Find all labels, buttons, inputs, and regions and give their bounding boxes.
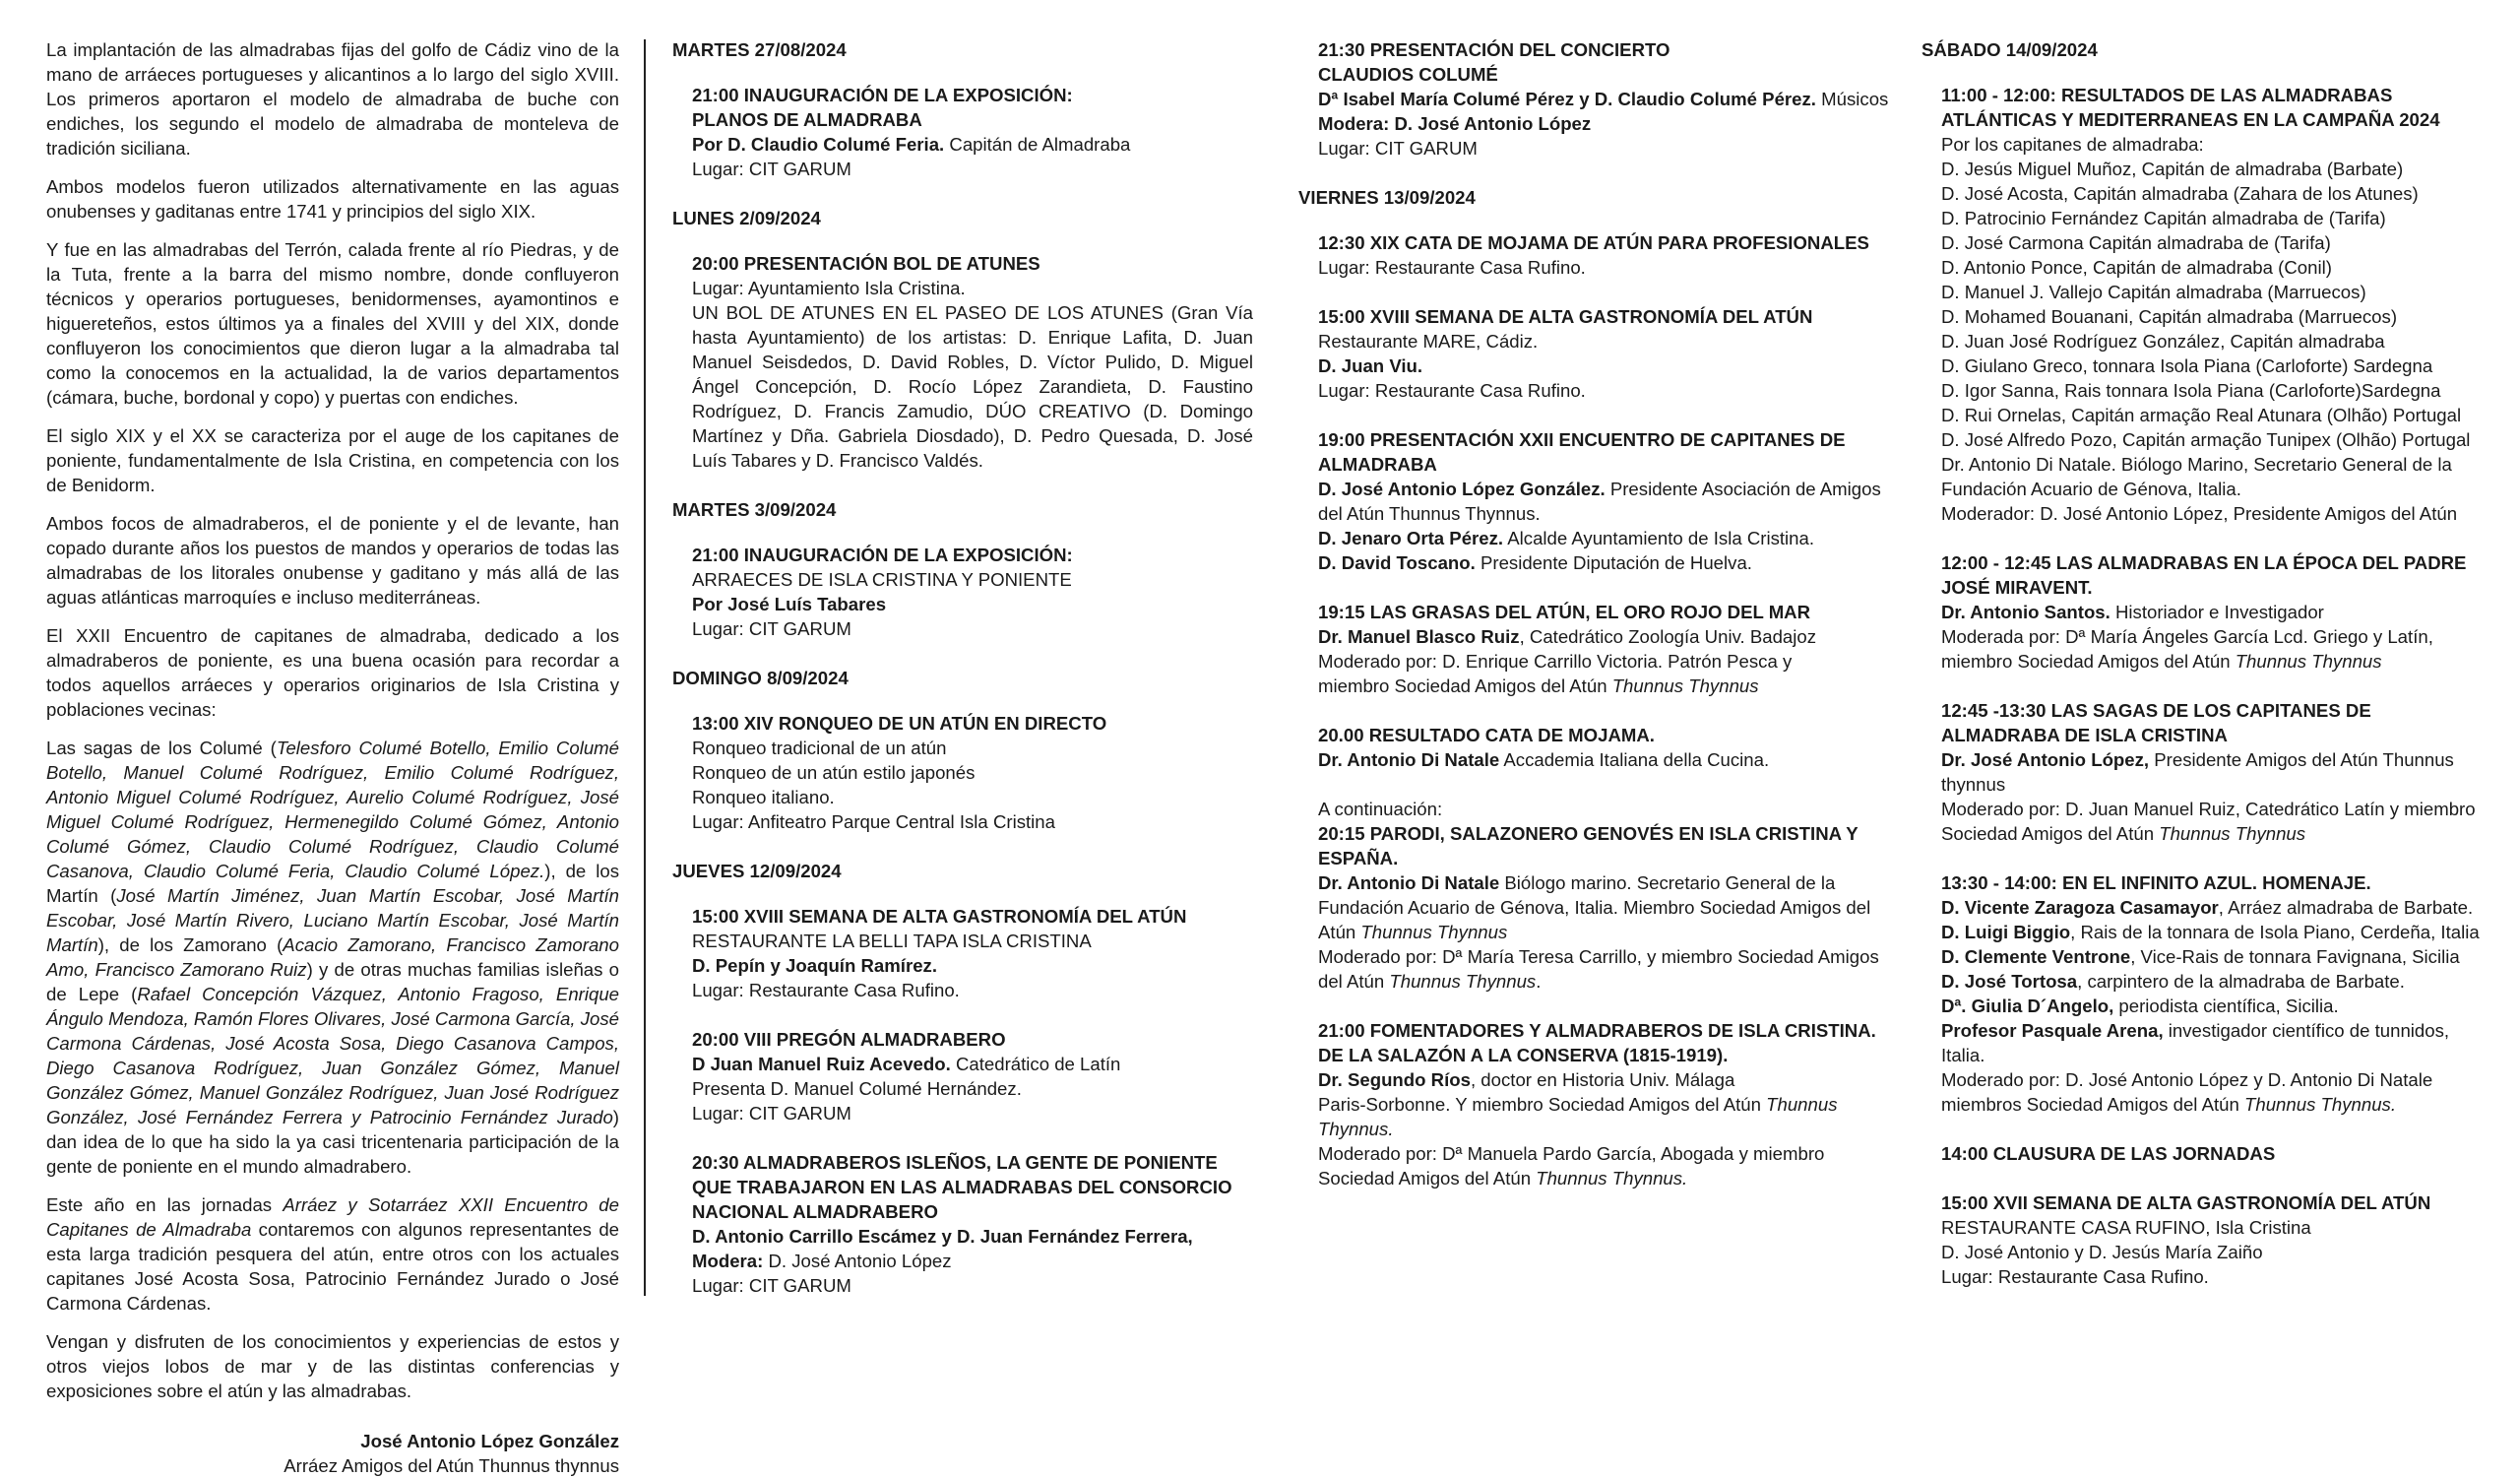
list-item: D. Manuel J. Vallejo Capitán almadraba (Marruecos)	[1941, 282, 2366, 302]
day-heading: JUEVES 12/09/2024	[672, 861, 842, 881]
event-item: 20:00 VIII PREGÓN ALMADRABERO D Juan Manuel Ruiz Acevedo. Catedrático de Latín Presenta D. Manuel Columé Hernández. Lugar: CIT GARUM	[692, 1029, 1121, 1124]
list-item: D. José Carmona Capitán almadraba de (Tarifa)	[1941, 232, 2331, 253]
list-item: D. Patrocinio Fernández Capitán almadraba de (Tarifa)	[1941, 208, 2386, 228]
intro-paragraph: Ambos focos de almadraberos, el de poniente y el de levante, han copado durante años los puestos de mandos y operarios de todas las almadrabas de los litorales onubense y gaditano y más allá de las aguas atlánticas marroquíes e incluso mediterráneas.	[46, 513, 619, 608]
event-item: 11:00 - 12:00: RESULTADOS DE LAS ALMADRABAS ATLÁNTICAS Y MEDITERRANEAS EN LA CAMPAÑA 2024 Por los capitanes de almadraba: D. Jesús Miguel Muñoz, Capitán de almadraba (Barbate) D. José Acosta, Capitán almadraba (Zahara de los Atunes) D. Patrocinio Fernández Capitán almadraba de (Tarifa) D. José Carmona Capitán almadraba de (Tarifa) D. Antonio Ponce, Capitán de almadraba (Conil) D. Manuel J. Vallejo Capitán almadraba (Marruecos) D. Mohamed Bouanani, Capitán almadraba (Marruecos) D. Juan José Rodríguez González, Capitán almadraba D. Giulano Greco, tonnara Isola Piana (Carloforte) Sardegna D. Igor Sanna, Rais tonnara Isola Piana (Carloforte)Sardegna D. Rui Ornelas, Capitán armação Real Atunara (Olhão) Portugal D. José Alfredo Pozo, Capitán armação Tunipex (Olhão) Portugal Dr. Antonio Di Natale. Biólogo Marino, Secretario General de la Fundación Acuario de Génova, Italia. Moderador: D. José Antonio López, Presidente Amigos del Atún	[1941, 83, 2492, 526]
list-item: D. Jesús Miguel Muñoz, Capitán de almadraba (Barbate)	[1941, 159, 2404, 179]
event-item: 13:00 XIV RONQUEO DE UN ATÚN EN DIRECTO Ronqueo tradicional de un atún Ronqueo de un atún estilo japonés Ronqueo italiano. Lugar: Anfiteatro Parque Central Isla Cristina	[692, 713, 1107, 832]
list-item: D. José Acosta, Capitán almadraba (Zahara de los Atunes)	[1941, 183, 2419, 204]
captains-list	[1941, 157, 2492, 526]
schedule-column-4	[1922, 37, 2492, 1314]
intro-paragraph: Ambos modelos fueron utilizados alternativamente en las aguas onubenses y gaditanas entre 1741 y principios del siglo XIX.	[46, 176, 619, 222]
event-item: 14:00 CLAUSURA DE LAS JORNADAS	[1941, 1143, 2276, 1164]
intro-paragraph: Y fue en las almadrabas del Terrón, calada frente al río Piedras, y de la Tuta, frente a la barra del mismo nombre, donde confluyeron técnicos y operarios portugueses, benidormenses, ayamontinos e higuereteños, estos últimos ya a finales del XVIII y del XIX, donde confluyeron los conocimientos que dieron lugar a la almadraba tal como la conocemos en la actualidad, la de varios departamentos (cámara, buche, bordonal y copo) y puertas con endiches.	[46, 239, 619, 408]
list-item: D. Rui Ornelas, Capitán armação Real Atunara (Olhão) Portugal	[1941, 405, 2462, 425]
day-heading: LUNES 2/09/2024	[672, 208, 821, 228]
signature-name: José Antonio López González	[360, 1431, 619, 1451]
intro-column	[46, 37, 619, 1478]
signature	[46, 1429, 619, 1478]
event-item: 15:00 XVIII SEMANA DE ALTA GASTRONOMÍA DEL ATÚN Restaurante MARE, Cádiz. D. Juan Viu. Lugar: Restaurante Casa Rufino.	[1318, 306, 1813, 401]
list-item: Moderador: D. José Antonio López, Presidente Amigos del Atún	[1941, 503, 2458, 524]
event-item: 21:00 FOMENTADORES Y ALMADRABEROS DE ISLA CRISTINA. DE LA SALAZÓN A LA CONSERVA (1815-1919). Dr. Segundo Ríos, doctor en Historia Univ. Málaga Paris-Sorbonne. Y miembro Sociedad Amigos del Atún Thunnus Thynnus. Moderado por: Dª Manuela Pardo García, Abogada y miembro Sociedad Amigos del Atún Thunnus Thynnus.	[1318, 1020, 1876, 1189]
list-item: D. José Alfredo Pozo, Capitán armação Tunipex (Olhão) Portugal	[1941, 429, 2471, 450]
day-heading: MARTES 3/09/2024	[672, 499, 837, 520]
event-item: 20:00 PRESENTACIÓN BOL DE ATUNES Lugar: Ayuntamiento Isla Cristina. UN BOL DE ATUNES EN EL PASEO DE LOS ATUNES (Gran Vía hasta Ayuntamiento) de los artistas: D. Enrique Lafita, D. Juan Manuel Seisdedos, D. David Robles, D. Víctor Pulido, D. Miguel Ángel Concepción, D. Rocío López Zarandieta, D. Faustino Rodríguez, D. Francis Zamudio, DÚO CREATIVO (D. Domingo Martínez y Dña. Gabriela Diosdado), D. Pedro Quesada, D. José Luís Tabares y D. Francisco Valdés.	[692, 253, 1253, 471]
day-heading: MARTES 27/08/2024	[672, 39, 847, 60]
jornadas-paragraph: Este año en las jornadas Arráez y Sotarráez XXII Encuentro de Capitanes de Almadraba contaremos con algunos representantes de esta larga tradición pesquera del atún, entre otros con los actuales capitanes José Acosta Sosa, Patrocinio Fernández Jurado o José Carmona Cárdenas.	[46, 1194, 620, 1314]
intro-paragraph: El siglo XIX y el XX se caracteriza por el auge de los capitanes de poniente, fundamentalmente de Isla Cristina, en competencia con los de Benidorm.	[46, 425, 619, 495]
closing-paragraph: Vengan y disfruten de los conocimientos y experiencias de estos y otros viejos lobos de mar y de las distintas conferencias y exposiciones sobre el atún y las almadrabas.	[46, 1331, 619, 1401]
event-item: 21:30 PRESENTACIÓN DEL CONCIERTO CLAUDIOS COLUMÉ Dª Isabel María Columé Pérez y D. Claudio Columé Pérez. Músicos Modera: D. José Antonio López Lugar: CIT GARUM	[1318, 39, 1889, 159]
event-item: 12:00 - 12:45 LAS ALMADRABAS EN LA ÉPOCA DEL PADRE JOSÉ MIRAVENT. Dr. Antonio Santos. Historiador e Investigador Moderada por: Dª María Ángeles García Lcd. Griego y Latín, miembro Sociedad Amigos del Atún Thunnus Thynnus	[1941, 552, 2467, 672]
signature-role: Arráez Amigos del Atún Thunnus thynnus	[284, 1455, 619, 1476]
day-heading: SÁBADO 14/09/2024	[1922, 39, 2098, 60]
event-item: 20.00 RESULTADO CATA DE MOJAMA. Dr. Antonio Di Natale Accademia Italiana della Cucina.	[1318, 725, 1770, 770]
event-item: 15:00 XVIII SEMANA DE ALTA GASTRONOMÍA DEL ATÚN RESTAURANTE LA BELLI TAPA ISLA CRISTINA D. Pepín y Joaquín Ramírez. Lugar: Restaurante Casa Rufino.	[692, 906, 1187, 1000]
day-heading: VIERNES 13/09/2024	[1298, 187, 1476, 208]
list-item: D. Igor Sanna, Rais tonnara Isola Piana (Carloforte)Sardegna	[1941, 380, 2441, 401]
event-item: 19:00 PRESENTACIÓN XXII ENCUENTRO DE CAPITANES DE ALMADRABA D. José Antonio López González. Presidente Asociación de Amigos del Atún Thunnus Thynnus. D. Jenaro Orta Pérez. Alcalde Ayuntamiento de Isla Cristina. D. David Toscano. Presidente Diputación de Huelva.	[1318, 429, 1881, 573]
list-item: D. Giulano Greco, tonnara Isola Piana (Carloforte) Sardegna	[1941, 355, 2433, 376]
intro-paragraph: El XXII Encuentro de capitanes de almadraba, dedicado a los almadraberos de poniente, es una buena ocasión para recordar a todos aquellos arráeces y operarios originarios de Isla Cristina y poblaciones vecinas:	[46, 625, 619, 720]
event-item: 12:30 XIX CATA DE MOJAMA DE ATÚN PARA PROFESIONALES Lugar: Restaurante Casa Rufino.	[1318, 232, 1869, 278]
event-item: 15:00 XVII SEMANA DE ALTA GASTRONOMÍA DEL ATÚN RESTAURANTE CASA RUFINO, Isla Cristina D. José Antonio y D. Jesús María Zaiño Lugar: Restaurante Casa Rufino.	[1941, 1192, 2431, 1287]
schedule-column-3	[1298, 37, 1889, 1215]
event-item: 13:30 - 14:00: EN EL INFINITO AZUL. HOMENAJE. D. Vicente Zaragoza Casamayor, Arráez almadraba de Barbate. D. Luigi Biggio, Rais de la tonnara de Isola Piano, Cerdeña, Italia D. Clemente Ventrone, Vice-Rais de tonnara Favignana, Sicilia D. José Tortosa, carpintero de la almadraba de Barbate. Dª. Giulia D´Angelo, periodista científica, Sicilia. Profesor Pasquale Arena, investigador científico de tunnidos, Italia. Moderado por: D. José Antonio López y D. Antonio Di Natale miembros Sociedad Amigos del Atún Thunnus Thynnus.	[1941, 872, 2480, 1115]
day-heading: DOMINGO 8/09/2024	[672, 668, 849, 688]
list-item: Dr. Antonio Di Natale. Biólogo Marino, Secretario General de la Fundación Acuario de Génova, Italia.	[1941, 454, 2452, 499]
event-item: 21:00 INAUGURACIÓN DE LA EXPOSICIÓN: PLANOS DE ALMADRABA Por D. Claudio Columé Feria. Capitán de Almadraba Lugar: CIT GARUM	[692, 85, 1131, 179]
schedule-column-2	[672, 37, 1253, 1322]
intro-paragraph: La implantación de las almadrabas fijas del golfo de Cádiz vino de la mano de arráeces portugueses y alicantinos a lo largo del siglo XVIII. Los primeros aportaron el modelo de almadraba de buche con endiches, los segundo el modelo de almadraba de monteleva de tradición siciliana.	[46, 39, 619, 159]
event-item: 21:00 INAUGURACIÓN DE LA EXPOSICIÓN: ARRAECES DE ISLA CRISTINA Y PONIENTE Por José Luís Tabares Lugar: CIT GARUM	[692, 545, 1073, 639]
event-item: 12:45 -13:30 LAS SAGAS DE LOS CAPITANES DE ALMADRABA DE ISLA CRISTINA Dr. José Antonio López, Presidente Amigos del Atún Thunnus thynnus Moderado por: D. Juan Manuel Ruiz, Catedrático Latín y miembro Sociedad Amigos del Atún Thunnus Thynnus	[1941, 700, 2476, 844]
column-divider	[644, 39, 646, 1296]
list-item: D. Mohamed Bouanani, Capitán almadraba (Marruecos)	[1941, 306, 2398, 327]
list-item: D. Juan José Rodríguez González, Capitán almadraba	[1941, 331, 2385, 352]
event-item: 20:30 ALMADRABEROS ISLEÑOS, LA GENTE DE PONIENTE QUE TRABAJARON EN LAS ALMADRABAS DEL CONSORCIO NACIONAL ALMADRABERO D. Antonio Carrillo Escámez y D. Juan Fernández Ferrera, Modera: D. José Antonio López Lugar: CIT GARUM	[692, 1152, 1232, 1296]
list-item: D. Antonio Ponce, Capitán de almadraba (Conil)	[1941, 257, 2332, 278]
sagas-paragraph: Las sagas de los Columé (Telesforo Columé Botello, Emilio Columé Botello, Manuel Columé Rodríguez, Emilio Columé Rodríguez, Antonio Miguel Columé Rodríguez, Aurelio Columé Rodríguez, José Miguel Columé Rodríguez, Hermenegildo Columé Gómez, Antonio Columé Gómez, Claudio Columé Rodríguez, Claudio Columé Casanova, Claudio Columé Feria, Claudio Columé López.), de los Martín (José Martín Jiménez, Juan Martín Escobar, José Martín Escobar, José Martín Rivero, Luciano Martín Escobar, José Martín Martín), de los Zamorano (Acacio Zamorano, Francisco Zamorano Amo, Francisco Zamorano Ruiz) y de otras muchas familias isleñas o de Lepe (Rafael Concepción Vázquez, Antonio Fragoso, Enrique Ángulo Mendoza, Ramón Flores Olivares, José Carmona García, José Carmona Cárdenas, José Acosta Sosa, Diego Casanova Campos, Diego Casanova Rodríguez, Juan González Gómez, Manuel González Gómez, Manuel González Rodríguez, Juan José Rodríguez González, José Fernández Ferrera y Patrocinio Fernández Jurado) dan idea de lo que ha sido la ya casi tricentenaria participación de la gente de poniente en el mundo almadrabero.	[46, 738, 619, 1177]
event-item: 19:15 LAS GRASAS DEL ATÚN, EL ORO ROJO DEL MAR Dr. Manuel Blasco Ruiz, Catedrático Zoología Univ. Badajoz Moderado por: D. Enrique Carrillo Victoria. Patrón Pesca y miembro Sociedad Amigos del Atún Thunnus Thynnus	[1318, 602, 1817, 696]
event-item: A continuación: 20:15 PARODI, SALAZONERO GENOVÉS EN ISLA CRISTINA Y ESPAÑA. Dr. Antonio Di Natale Biólogo marino. Secretario General de la Fundación Acuario de Génova, Italia. Miembro Sociedad Amigos del Atún Thunnus Thynnus Moderado por: Dª María Teresa Carrillo, y miembro Sociedad Amigos del Atún Thunnus Thynnus.	[1318, 799, 1879, 992]
